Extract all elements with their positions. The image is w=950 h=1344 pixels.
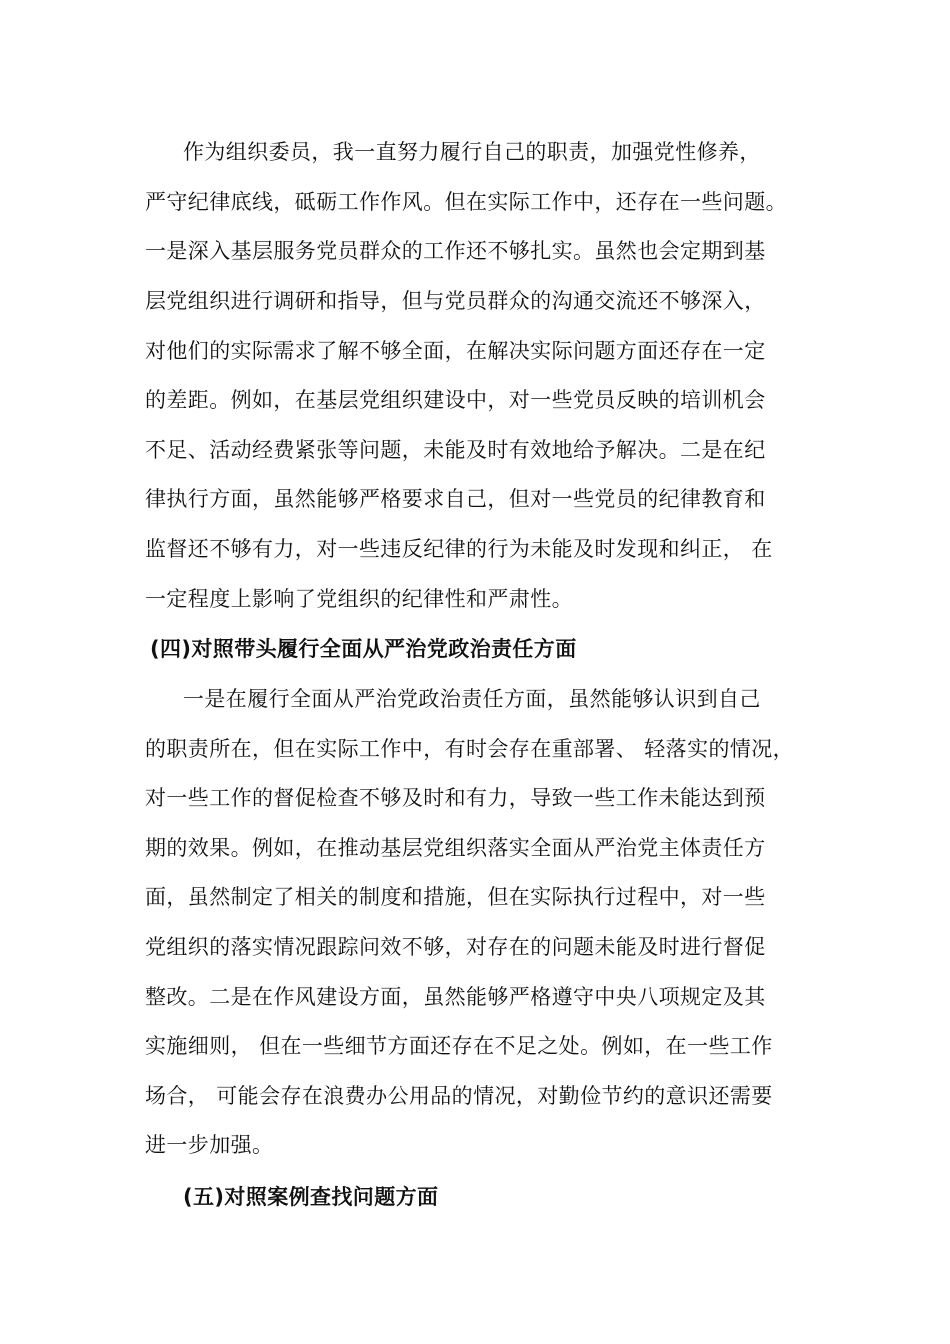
paragraph-line: 律执行方面，虽然能够严格要求自己，但对一些党员的纪律教育和 (145, 487, 766, 511)
paragraph-line: 的职责所在，但在实际工作中，有时会存在重部署、 轻落实的情况， (145, 737, 795, 761)
paragraph-line: 面，虽然制定了相关的制度和措施，但在实际执行过程中，对一些 (145, 885, 766, 909)
paragraph-line: 整改。二是在作风建设方面，虽然能够严格遵守中央八项规定及其 (145, 985, 766, 1009)
paragraph-line: 层党组织进行调研和指导，但与党员群众的沟通交流还不够深入， (145, 289, 766, 313)
paragraph-line: 党组织的落实情况跟踪问效不够，对存在的问题未能及时进行督促 (145, 935, 766, 959)
section-heading-5: (五)对照案例查找问题方面 (183, 1185, 439, 1209)
paragraph-line: 严守纪律底线，砥砺工作作风。但在实际工作中，还存在一些问题。 (145, 190, 787, 214)
paragraph-line: 监督还不够有力，对一些违反纪律的行为未能及时发现和纠正， 在 (145, 537, 773, 561)
paragraph-line: 进一步加强。 (145, 1133, 274, 1157)
paragraph-line: 一定程度上影响了党组织的纪律性和严肃性。 (145, 587, 573, 611)
paragraph-line: 对一些工作的督促检查不够及时和有力，导致一些工作未能达到预 (145, 786, 766, 810)
section-heading-4: (四)对照带头履行全面从严治党政治责任方面 (150, 637, 577, 661)
paragraph-line: 对他们的实际需求了解不够全面，在解决实际问题方面还存在一定 (145, 339, 766, 363)
paragraph-line: 一是深入基层服务党员群众的工作还不够扎实。虽然也会定期到基 (145, 239, 766, 263)
paragraph-line: 场合， 可能会存在浪费办公用品的情况，对勤俭节约的意识还需要 (145, 1084, 773, 1108)
paragraph-line: 不足、活动经费紧张等问题，未能及时有效地给予解决。二是在纪 (145, 438, 766, 462)
paragraph-line: 作为组织委员，我一直努力履行自己的职责，加强党性修养， (183, 140, 761, 164)
paragraph-line: 实施细则， 但在一些细节方面还存在不足之处。例如，在一些工作 (145, 1034, 773, 1058)
paragraph-line: 的差距。例如，在基层党组织建设中，对一些党员反映的培训机会 (145, 388, 766, 412)
paragraph-line: 期的效果。例如，在推动基层党组织落实全面从严治党主体责任方 (145, 836, 766, 860)
paragraph-line: 一是在履行全面从严治党政治责任方面，虽然能够认识到自己 (183, 687, 761, 711)
